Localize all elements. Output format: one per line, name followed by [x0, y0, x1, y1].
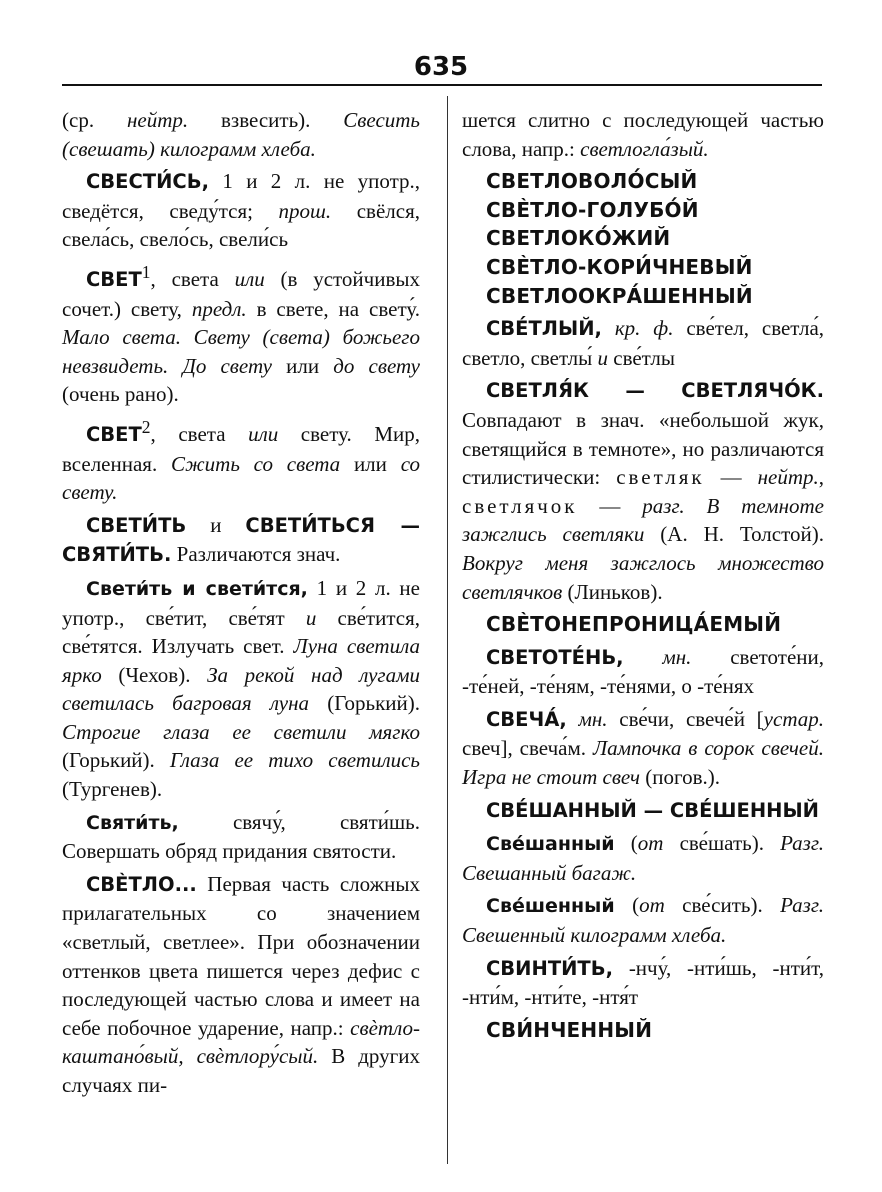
entry-svetlo: СВЀТЛО... Первая часть сложных прилагательных со значением «светлый, светлее». При обозначении оттенков цвета пишется через дефис с последующей частью слова и имеет на себе побочное ударение, напр.: свѐтло-каштано́вый, свѐтлору́сый. В других случаях пи-	[62, 871, 420, 1097]
headword: СВЕ́ШАННЫЙ — СВЕ́ШЕННЫЙ	[486, 798, 819, 822]
entry-svetit: Свети́ть и свети́тся, 1 и 2 л. не употр., све́тит, све́тят и све́тится, све́тятся. Излучать свет. Луна светила ярко (Чехов). За рекой над лугами светилась багровая луна (Горький). Строгие глаза ее светили мягко (Горький). Глаза ее тихо светились (Тургенев).	[62, 575, 421, 802]
spaced-word: светляк	[616, 465, 705, 490]
entry-continuation: шется слитно с последующей частью слова, напр.: светлогла́зый.	[462, 108, 824, 161]
entry-sveshenny: Све́шенный (от све́сить). Разг. Свешенный килограмм хлеба.	[462, 893, 825, 948]
subheadword: Све́шенный	[486, 895, 615, 918]
headword-svetlo-goluboy: СВЀТЛО-ГОЛУБО́Й	[486, 197, 699, 222]
subheadword: Свети́ть и свети́тся,	[86, 577, 308, 600]
headword: СВЕТ	[86, 422, 142, 446]
entry-continuation: (ср. нейтр. взвесить). Свесить (свешать) килограмм хлеба.	[62, 108, 420, 161]
homonym-number: 1	[141, 261, 151, 282]
headword: СВЕЧА́,	[486, 707, 567, 731]
right-column	[462, 106, 824, 1048]
left-column	[62, 106, 420, 1104]
headword-svetlookrashenny: СВЕТЛООКРА́ШЕННЫЙ	[486, 283, 753, 308]
entry-svintit: СВИНТИ́ТЬ, -нчу́, -нти́шь, -нти́т, -нти́м, -нти́те, -нтя́т	[462, 955, 824, 1010]
header-rule	[62, 84, 822, 86]
subheadword: Све́шанный	[486, 833, 615, 856]
entry-svetit-svyatit: СВЕТИ́ТЬ и СВЕТИ́ТЬСЯ — СВЯТИ́ТЬ. Различаются знач.	[62, 512, 420, 567]
entry-svecha: СВЕЧА́, мн. све́чи, свече́й [устар. свеч], свеча́м. Лампочка в сорок свечей. Игра не стоит свеч (погов.).	[462, 706, 824, 790]
headword-svetonepronitsaemy: СВЀТОНЕПРОНИЦА́ЕМЫЙ	[486, 612, 782, 637]
headword: СВЀТЛО...	[86, 872, 197, 896]
headword-svetlo-korichnevy: СВЀТЛО-КОРИ́ЧНЕВЫЙ	[486, 254, 753, 279]
headword: СВЕТЛЯ́К — СВЕТЛЯЧО́К.	[486, 379, 824, 403]
entry-sveshanny-sveshenny	[462, 796, 824, 826]
headword: СВЕ́ТЛЫЙ,	[486, 317, 602, 341]
homonym-number: 2	[141, 416, 151, 437]
headword-svetlovolosy: СВЕТЛОВОЛО́СЫЙ	[486, 169, 698, 194]
headword: СВЕСТИ́СЬ,	[86, 170, 210, 194]
entry-svestis: СВЕСТИ́СЬ, 1 и 2 л. не употр., сведётся, сведу́тся; прош. свёлся, свела́сь, свело́сь, свели́сь	[62, 169, 420, 252]
headword: СВЕТИ́ТЬ	[86, 513, 187, 537]
headword: СВЕТ	[86, 267, 142, 291]
subheadword: Святи́ть,	[86, 811, 179, 834]
page-number: 635	[413, 52, 469, 82]
spaced-word: светлячок	[462, 493, 578, 518]
entry-svetoten: СВЕТОТЕ́НЬ, мн. светоте́ни, -те́ней, -те́ням, -те́нями, о -те́нях	[462, 644, 824, 699]
entry-svyatit: Святи́ть, свячу́, святи́шь. Совершать обряд придания святости.	[62, 809, 420, 864]
headword: СВЕТОТЕ́НЬ,	[486, 645, 624, 669]
headword-svinchenny: СВИ́НЧЕННЫЙ	[486, 1017, 653, 1042]
entry-svetlyak: СВЕТЛЯ́К — СВЕТЛЯЧО́К. Совпадают в знач. «небольшой жук, светящийся в темноте», но различаются стилистически: светляк — нейтр., светлячок — разг. В темноте зажглись светляки (А. Н. Толстой). Вокруг меня зажглось множество светлячков (Линьков).	[462, 379, 824, 604]
column-divider	[447, 96, 448, 1164]
entry-sveshanny: Све́шанный (от све́шать). Разг. Свешанный багаж.	[462, 831, 824, 885]
headword-svetlokozhy: СВЕТЛОКО́ЖИЙ	[486, 226, 671, 251]
headword: СВИНТИ́ТЬ,	[486, 956, 614, 980]
headword: СВЕТИ́ТЬСЯ — СВЯТИ́ТЬ.	[62, 513, 420, 567]
entry-svet-2: СВЕТ$^2$, света или свету. Мир, вселенная. Сжить со света или со свету.	[62, 416, 420, 505]
entry-svetly: СВЕ́ТЛЫЙ, кр. ф. све́тел, светла́, светло, светлы́ и све́тлы	[462, 316, 825, 370]
entry-svet-1: СВЕТ$^1$, света или (в устойчивых сочет.) свету, предл. в свете, на свету́. Мало света. Свету (света) божьего невзвидеть. До свету или до свету (очень рано).	[62, 261, 421, 407]
